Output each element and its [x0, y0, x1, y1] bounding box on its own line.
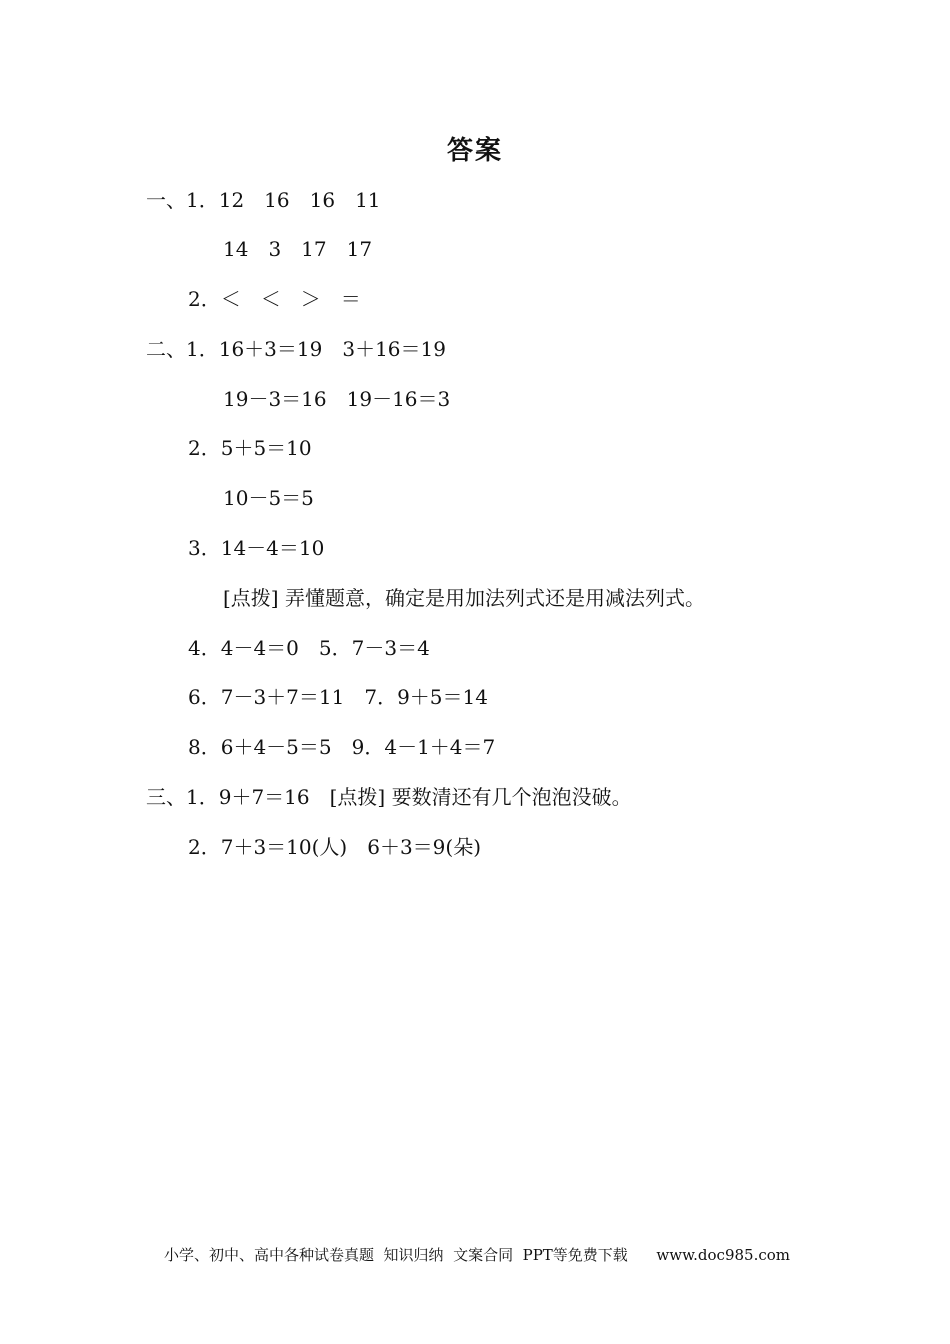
page-title: 答案 — [446, 136, 503, 166]
answer-line-2-1: 二、1．16＋3＝19 3＋16＝19 — [146, 337, 446, 361]
answer-line-3-2: 2．7＋3＝10(人) 6＋3＝9(朵) — [188, 835, 482, 859]
hint-line-2-3: [点拨] 弄懂题意，确定是用加法列式还是用减法列式。 — [223, 586, 705, 610]
answer-line-3-1: 三、1．9＋7＝16 [点拨] 要数清还有几个泡泡没破。 — [146, 785, 632, 809]
answer-line-2-4-5: 4．4－4＝0 5．7－3＝4 — [188, 636, 430, 660]
answer-line-2-2: 2．5＋5＝10 — [188, 436, 312, 460]
answer-line-2-3: 3．14－4＝10 — [188, 536, 325, 560]
answer-line-2-2b: 10－5＝5 — [223, 486, 314, 510]
answer-line-2-8-9: 8．6＋4－5＝5 9．4－1＋4＝7 — [188, 735, 496, 759]
answer-line-1-1b: 14 3 17 17 — [223, 237, 373, 261]
answer-line-1-1: 一、1．12 16 16 11 — [146, 188, 381, 212]
answer-line-2-1b: 19－3＝16 19－16＝3 — [223, 387, 451, 411]
answer-line-1-2: 2．＜ ＜ ＞ ＝ — [188, 287, 361, 311]
footer-text: 小学、初中、高中各种试卷真题 知识归纳 文案合同 PPT等免费下载 www.doc985.com — [164, 1246, 791, 1264]
answer-line-2-6-7: 6．7－3＋7＝11 7．9＋5＝14 — [188, 685, 488, 709]
